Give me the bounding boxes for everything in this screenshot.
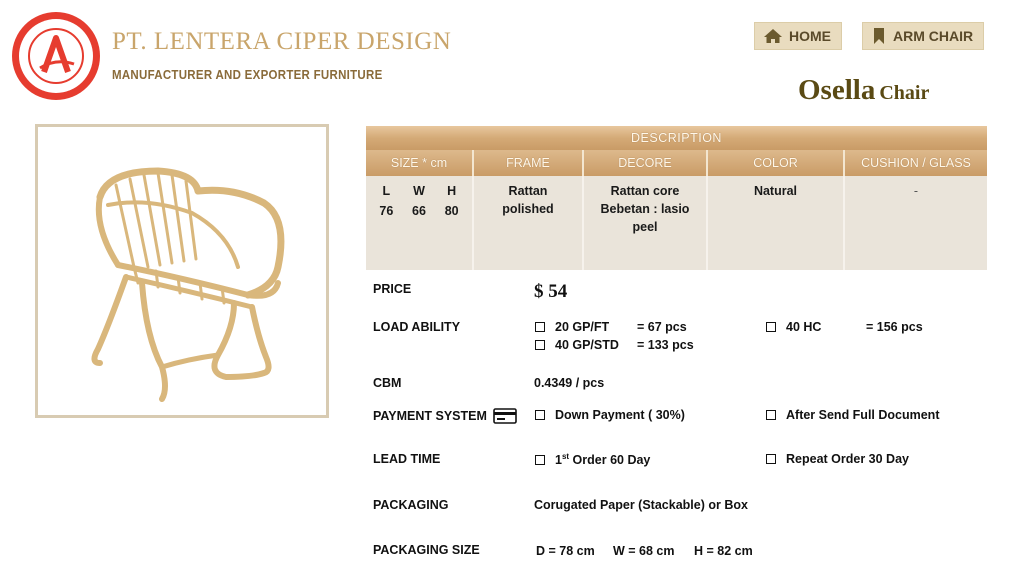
frame-cell: Rattan polished (474, 176, 584, 270)
size-value-l: 76 (379, 204, 394, 218)
lead-option-first: 1st Order 60 Day (535, 452, 650, 467)
size-label-h: H (447, 184, 457, 198)
payment-system-label: PAYMENT SYSTEM (373, 408, 517, 424)
load-option-40gp: 40 GP/STD = 133 pcs (535, 338, 694, 352)
payment-option-full-doc: After Send Full Document (766, 408, 939, 422)
company-logo (10, 10, 102, 102)
description-header: DESCRIPTION (366, 126, 987, 150)
col-header-cushion: CUSHION / GLASS (861, 156, 971, 170)
arm-chair-button[interactable] (862, 22, 984, 50)
lead-time-label: LEAD TIME (373, 452, 441, 466)
product-type: Chair (879, 82, 930, 104)
cbm-value: 0.4349 / pcs (534, 376, 605, 390)
size-value-w: 66 (412, 204, 426, 218)
home-label: HOME (789, 28, 831, 44)
packaging-label: PACKAGING (373, 498, 449, 512)
checkbox-40hc[interactable] (766, 322, 776, 332)
spec-table (366, 126, 987, 270)
checkbox-first-order[interactable] (535, 455, 545, 465)
size-cell (366, 176, 474, 270)
col-header-decore: DECORE (584, 150, 708, 176)
load-option-40hc: 40 HC = 156 pcs (766, 320, 923, 334)
svg-text:· ·: · · (52, 21, 60, 28)
packaging-value: Corugated Paper (Stackable) or Box (534, 498, 748, 512)
checkbox-repeat-order[interactable] (766, 454, 776, 464)
company-tagline: MANUFACTURER AND EXPORTER FURNITURE (112, 68, 383, 82)
size-label-w: W (413, 184, 425, 198)
payment-option-down: Down Payment ( 30%) (535, 408, 685, 422)
company-name: PT. LENTERA CIPER DESIGN (112, 28, 452, 55)
price-label: PRICE (373, 282, 412, 296)
table-row (366, 176, 987, 270)
col-header-size: SIZE * cm (366, 150, 474, 176)
product-image (35, 124, 329, 418)
load-ability-label: LOAD ABILITY (373, 320, 461, 334)
load-option-20gp: 20 GP/FT = 67 pcs (535, 320, 687, 334)
size-label-l: L (382, 184, 391, 198)
home-icon (763, 28, 783, 44)
cbm-label: CBM (373, 376, 402, 390)
product-title (798, 74, 929, 107)
packaging-size-d: D = 78 cm (536, 544, 595, 558)
lead-option-repeat: Repeat Order 30 Day (766, 452, 909, 466)
checkbox-40gp[interactable] (535, 340, 545, 350)
checkbox-full-document[interactable] (766, 410, 776, 420)
checkbox-20gp[interactable] (535, 322, 545, 332)
credit-card-icon (493, 408, 517, 424)
home-button[interactable] (754, 22, 842, 50)
chair-illustration (38, 127, 326, 415)
packaging-size-h: H = 82 cm (694, 544, 753, 558)
col-header-frame: FRAME (474, 150, 584, 176)
packaging-size-w: W = 68 cm (613, 544, 675, 558)
bookmark-icon (871, 27, 887, 45)
price-value: $ 54 (534, 281, 568, 302)
packaging-size-label: PACKAGING SIZE (373, 543, 480, 557)
table-column-headers (366, 150, 987, 176)
color-cell: Natural (708, 176, 845, 270)
size-value-h: 80 (444, 204, 459, 218)
col-header-color: COLOR (708, 150, 845, 176)
cushion-cell: - (913, 184, 919, 198)
arm-chair-label: ARM CHAIR (893, 28, 974, 44)
checkbox-down-payment[interactable] (535, 410, 545, 420)
decore-cell: Rattan core Bebetan : lasio peel (584, 176, 708, 270)
product-name: Osella (798, 74, 876, 106)
